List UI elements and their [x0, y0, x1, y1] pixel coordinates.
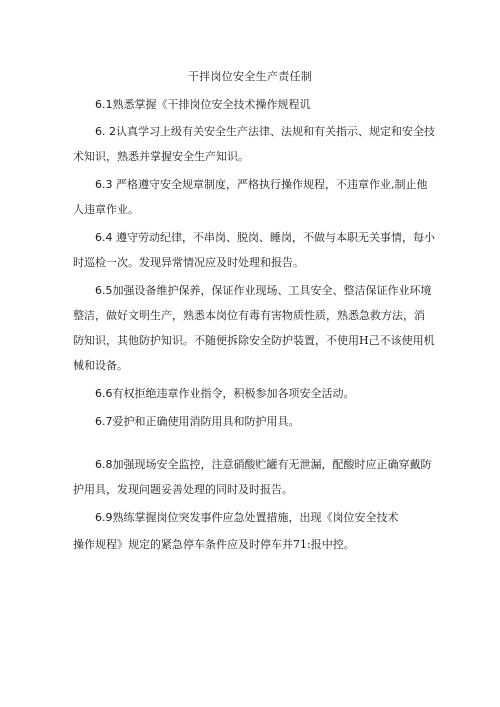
document-title: 干拌岗位安全生产责任制: [187, 70, 313, 83]
paragraph-text: 熟悉掌握《干排岗位安全技术操作规程讥: [112, 98, 311, 111]
paragraph-number: 6.9: [95, 511, 113, 524]
paragraph-text: 加强设备维护保养，保证作业现场、工具安全、整洁保证作业环境整洁，做好文明生产，熟悉本岗位有毒有害物质性质，熟悉急救方法，消防知识，其他防护知识。不随便拆除安全防护装置，不使用H己不该使用机械和设备。: [73, 284, 435, 372]
paragraph-text: 爱护和正确使用消防用具和防护用具。: [112, 415, 300, 428]
paragraph-6-1: [73, 92, 435, 117]
paragraph-text: 遵守劳动纪律，不串岗、脱岗、睡岗，不做与本职无关事情，每小时巡检一次。发现异常情况应及时处理和报告。: [73, 231, 435, 269]
paragraph-text: 操作规程》规定的紧急停车条件应及时停车并71:报中控。: [73, 538, 355, 551]
paragraph-number: 6.3: [95, 178, 113, 191]
paragraph-text: 有权拒绝违章作业指令，积极参加各项安全活动。: [112, 387, 355, 400]
paragraph-6-4: [73, 225, 435, 275]
paragraph-text: 熟练掌握岗位突发事件应急处置措施，出现《岗位安全技术: [112, 511, 399, 524]
paragraph-6-9-continuation: [73, 532, 435, 557]
paragraph-text: 认真学习上级有关安全生产法律、法规和有关指示、规定和安全技术知识，熟悉并掌握安全生产知识。: [73, 125, 435, 163]
paragraph-6-8: [73, 452, 435, 502]
paragraph-number: 6.8: [95, 458, 113, 471]
paragraph-6-2: [73, 119, 435, 169]
paragraph-number: 6.7: [95, 415, 113, 428]
paragraph-number: 6.1: [95, 98, 113, 111]
paragraph-6-5: [73, 278, 435, 378]
paragraph-text: 严格遵守安全规章制度，严格执行操作规程，不违章作业,制止他人违章作业。: [73, 178, 428, 216]
paragraph-number: 6.6: [95, 387, 113, 400]
paragraph-6-7: [73, 409, 435, 434]
paragraph-text: 加强现场安全监控，注意硝酸贮罐有无泄漏，配酸时应正确穿戴防护用具，发现问题妥善处理的同时及时报告。: [73, 458, 432, 496]
paragraph-6-9: [73, 505, 435, 530]
paragraph-number: 6.5: [95, 284, 113, 297]
paragraph-6-3: [73, 172, 435, 222]
paragraph-6-6: [73, 381, 435, 406]
paragraph-number: 6.4: [95, 231, 113, 244]
paragraph-number: 6. 2: [95, 125, 116, 138]
